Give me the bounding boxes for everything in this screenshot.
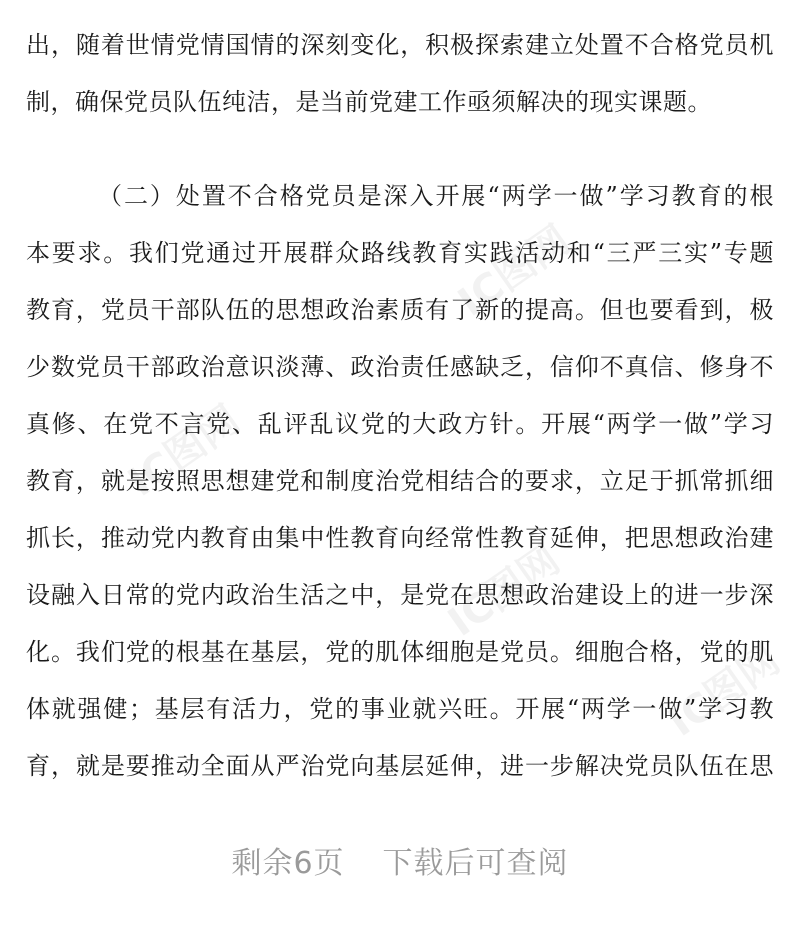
text-line: 教育，党员干部队伍的思想政治素质有了新的提高。但也要看到，极	[26, 296, 774, 324]
watermark: IC图网	[440, 536, 569, 646]
text-line: 设融入日常的党内政治生活之中，是党在思想政治建设上的进一步深	[26, 581, 774, 609]
text-line: 制，确保党员队伍纯洁，是当前党建工作亟须解决的现实课题。	[26, 88, 712, 116]
text-line: 抓长，推动党内教育由集中性教育向经常性教育延伸，把思想政治建	[26, 524, 774, 552]
text-line: 育，就是要推动全面从严治党向基层延伸，进一步解决党员队伍在思	[26, 752, 774, 780]
download-prompt[interactable]	[0, 838, 800, 882]
text-line: 本要求。我们党通过开展群众路线教育实践活动和“三严三实”专题	[26, 239, 774, 267]
watermark: IC图网	[450, 216, 579, 326]
text-line: 教育，就是按照思想建党和制度治党相结合的要求，立足于抓常抓细	[26, 467, 774, 495]
watermark: IC图网	[120, 396, 249, 506]
text-line: （二）处置不合格党员是深入开展“两学一做”学习教育的根	[98, 182, 774, 210]
watermark: IC图网	[660, 636, 789, 746]
download-to-view-label[interactable]: 下载后可查阅	[382, 846, 569, 881]
text-line: 体就强健；基层有活力，党的事业就兴旺。开展“两学一做”学习教	[26, 695, 774, 723]
text-line: 出，随着世情党情国情的深刻变化，积极探索建立处置不合格党员机	[26, 31, 774, 59]
text-line: 真修、在党不言党、乱评乱议党的大政方针。开展“两学一做”学习	[26, 410, 774, 438]
remaining-pages-label: 剩余6页	[231, 846, 345, 881]
text-line: 化。我们党的根基在基层，党的肌体细胞是党员。细胞合格，党的肌	[26, 638, 774, 666]
text-line: 少数党员干部政治意识淡薄、政治责任感缺乏，信仰不真信、修身不	[26, 353, 774, 381]
